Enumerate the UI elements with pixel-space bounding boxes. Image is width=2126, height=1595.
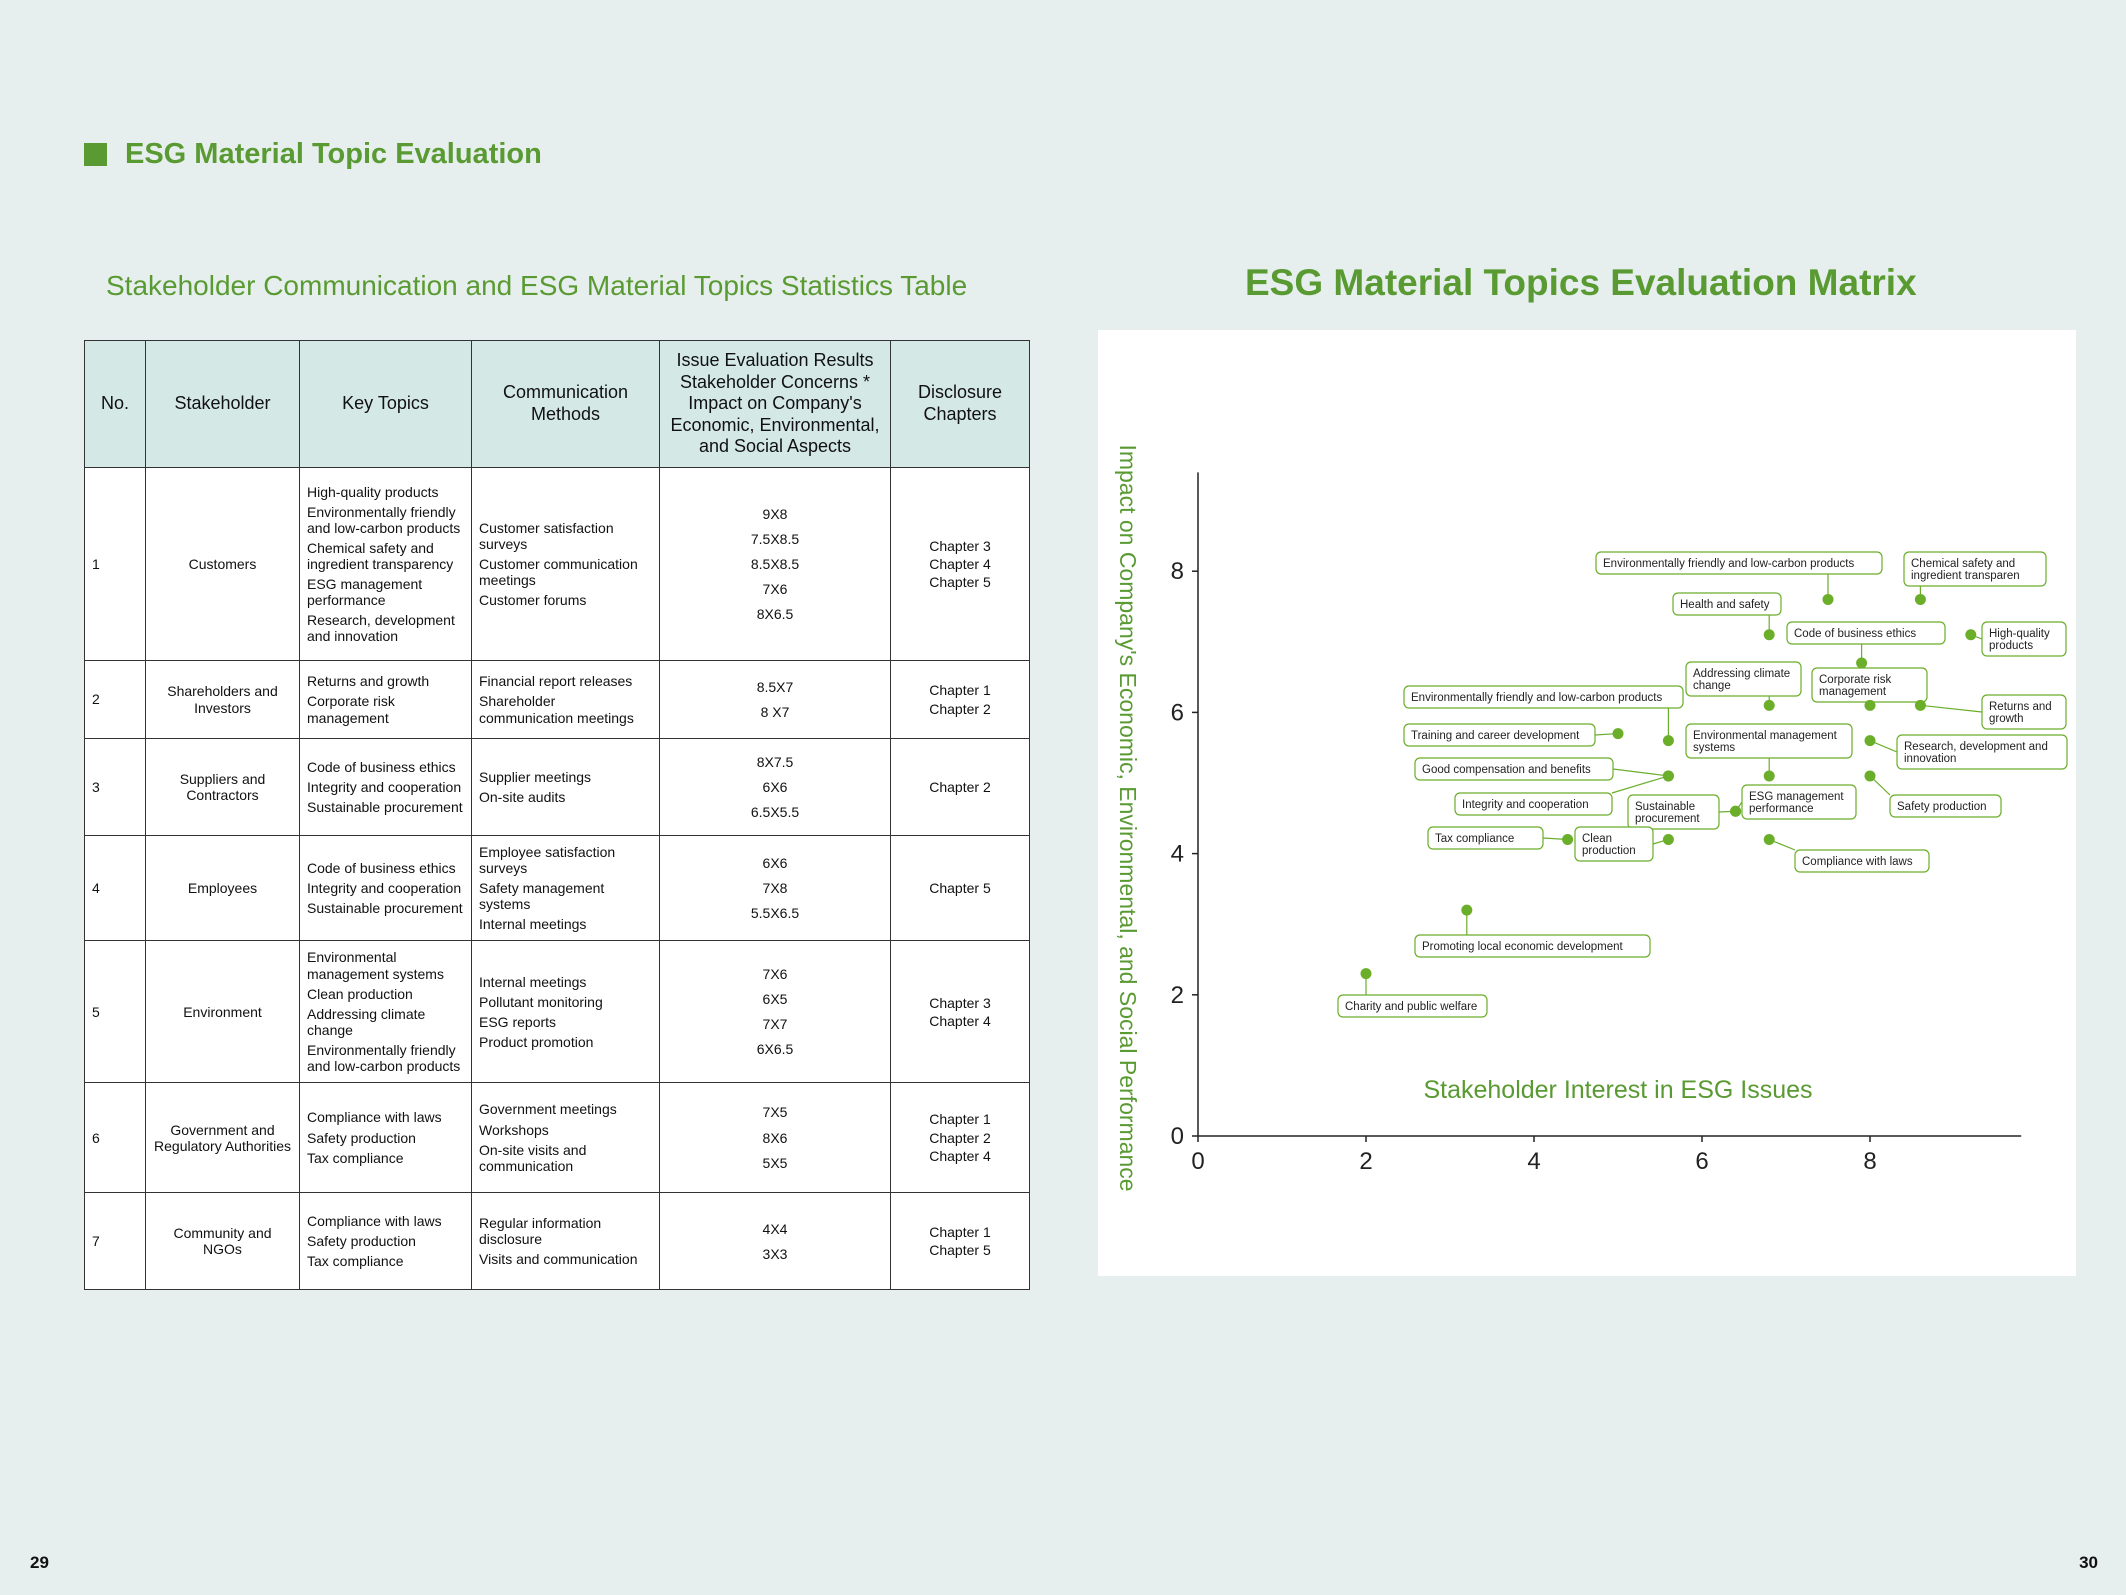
key-topic: Integrity and cooperation: [307, 778, 462, 795]
key-topic: Compliance with laws: [307, 1109, 442, 1126]
matrix-chart-panel: [1098, 330, 2076, 1276]
key-topics-cell: [300, 1193, 472, 1290]
stakeholder-cell: Customers: [146, 468, 300, 661]
key-topic: High-quality products: [307, 483, 439, 500]
header-evaluation: Issue Evaluation Results Stakeholder Concerns * Impact on Company's Economic, Environmental, and Social Aspects: [660, 341, 891, 468]
evaluation-result: 5X5: [762, 1154, 788, 1171]
data-point: [1663, 834, 1674, 845]
evaluation-result: 7X5: [762, 1104, 788, 1121]
disclosure-chapter: Chapter 3: [929, 537, 991, 554]
evaluation-result: 8X6: [762, 1129, 788, 1146]
row-number-cell: 1: [85, 468, 146, 661]
communication-method: Shareholder communication meetings: [479, 693, 634, 726]
evaluation-result: 6X6.5: [756, 1041, 794, 1058]
table-row: [85, 836, 1030, 941]
point-label-line: performance: [1749, 803, 1814, 815]
chapters-cell: [891, 661, 1030, 739]
point-label-line: Environmental management: [1693, 730, 1837, 742]
stakeholder-cell: Environment: [146, 941, 300, 1083]
point-label: [1635, 801, 1700, 825]
chapters-cell: [891, 1083, 1030, 1193]
data-point: [1764, 834, 1775, 845]
header-chapters: Disclosure Chapters: [891, 341, 1030, 468]
data-point: [1865, 700, 1876, 711]
evaluation-result: 6.5X5.5: [750, 804, 800, 821]
point-label-line: Compliance with laws: [1802, 856, 1913, 868]
key-topic: Safety production: [307, 1233, 416, 1250]
data-point: [1764, 700, 1775, 711]
evaluation-result: 4X4: [762, 1220, 788, 1237]
methods-cell: [472, 739, 660, 836]
stakeholder-cell: Employees: [146, 836, 300, 941]
evaluation-result: 7.5X8.5: [750, 530, 800, 547]
point-label-line: Environmentally friendly and low-carbon products: [1603, 558, 1855, 570]
disclosure-chapter: Chapter 2: [929, 700, 991, 717]
table-header-row: [85, 341, 1030, 468]
point-label: [1794, 628, 1916, 640]
evaluation-result: 3X3: [762, 1245, 788, 1262]
disclosure-chapter: Chapter 3: [929, 994, 991, 1011]
stakeholder-table: [84, 340, 1030, 1290]
disclosure-chapter: Chapter 5: [929, 1242, 991, 1259]
evaluation-cell: [660, 661, 891, 739]
table-row: [85, 941, 1030, 1083]
key-topic: Clean production: [307, 985, 413, 1002]
point-label-line: Good compensation and benefits: [1422, 764, 1591, 776]
point-label: [1603, 558, 1854, 570]
key-topics-cell: [300, 941, 472, 1083]
disclosure-chapter: Chapter 2: [929, 1129, 991, 1146]
table-row: [85, 661, 1030, 739]
communication-method: Safety management systems: [479, 880, 605, 913]
point-label: [1911, 558, 2020, 582]
key-topic: Returns and growth: [307, 673, 430, 690]
methods-cell: [472, 941, 660, 1083]
key-topic: Tax compliance: [307, 1253, 404, 1270]
evaluation-result: 9X8: [762, 505, 788, 522]
disclosure-chapter: Chapter 5: [929, 574, 991, 591]
key-topic: Environmentally friendly and low-carbon products: [307, 1041, 461, 1075]
point-label-line: Training and career development: [1411, 730, 1580, 742]
point-label-line: Clean: [1582, 833, 1613, 845]
data-point: [1965, 629, 1976, 640]
evaluation-result: 8.5X7: [756, 678, 794, 695]
point-label-line: Safety production: [1897, 801, 1987, 813]
point-label-line: production: [1582, 845, 1636, 857]
point-label-line: Integrity and cooperation: [1462, 799, 1589, 811]
point-leader-line: [1612, 776, 1668, 793]
point-leader-line: [1613, 769, 1668, 776]
point-label-line: Charity and public welfare: [1345, 1001, 1478, 1013]
table-row: [85, 1193, 1030, 1290]
communication-method: Pollutant monitoring: [479, 993, 603, 1010]
key-topics-cell: [300, 1083, 472, 1193]
communication-method: Supplier meetings: [479, 768, 592, 785]
point-label-line: Promoting local economic development: [1422, 941, 1623, 953]
section-heading-text: ESG Material Topic Evaluation: [125, 137, 542, 170]
disclosure-chapter: Chapter 2: [929, 778, 991, 795]
key-topic: Safety production: [307, 1129, 416, 1146]
point-label-line: change: [1693, 680, 1731, 692]
header-key-topics: Key Topics: [300, 341, 472, 468]
chapters-cell: [891, 1193, 1030, 1290]
y-tick-label: 6: [1170, 699, 1184, 727]
chapters-cell: [891, 941, 1030, 1083]
data-point: [1915, 594, 1926, 605]
y-axis-title: Impact on Company's Economic, Environmental, and Social Performance: [1115, 444, 1141, 1192]
key-topic: ESG management performance: [307, 576, 423, 609]
data-point: [1856, 657, 1867, 668]
x-tick-label: 4: [1527, 1148, 1541, 1175]
key-topic: Environmentally friendly and low-carbon products: [307, 503, 461, 536]
point-label: [1462, 799, 1589, 811]
point-label-line: Addressing climate: [1693, 668, 1791, 680]
point-label-line: Health and safety: [1680, 599, 1770, 611]
data-point: [1613, 728, 1624, 739]
methods-cell: [472, 661, 660, 739]
evaluation-result: 6X6: [762, 855, 788, 872]
methods-cell: [472, 468, 660, 661]
disclosure-chapter: Chapter 5: [929, 880, 991, 897]
table-row: [85, 739, 1030, 836]
point-label: [1422, 764, 1591, 776]
communication-method: Customer forums: [479, 592, 587, 609]
table-title: Stakeholder Communication and ESG Material Topics Statistics Table: [106, 270, 968, 301]
header-methods: Communication Methods: [472, 341, 660, 468]
evaluation-result: 7X8: [762, 880, 788, 897]
data-point: [1764, 629, 1775, 640]
key-topics-cell: [300, 739, 472, 836]
data-point: [1915, 700, 1926, 711]
disclosure-chapter: Chapter 1: [929, 1111, 991, 1128]
heading-square-icon: [84, 143, 107, 166]
key-topic: Integrity and cooperation: [307, 880, 462, 897]
key-topic: Tax compliance: [307, 1149, 404, 1166]
chapters-cell: [891, 468, 1030, 661]
evaluation-result: 8X6.5: [756, 606, 794, 623]
evaluation-result: 7X6: [762, 966, 788, 983]
evaluation-result: 8 X7: [760, 704, 790, 720]
key-topic: Compliance with laws: [307, 1212, 442, 1229]
communication-method: Visits and communication: [479, 1251, 638, 1268]
x-tick-label: 0: [1191, 1148, 1205, 1175]
point-label-line: products: [1989, 640, 2034, 652]
point-label-line: High-quality: [1989, 628, 2050, 640]
point-label: [1345, 1001, 1477, 1013]
key-topics-cell: [300, 661, 472, 739]
matrix-chart: [1098, 330, 2076, 1276]
data-point: [1865, 770, 1876, 781]
evaluation-result: 7X7: [762, 1016, 788, 1033]
data-point: [1663, 770, 1674, 781]
communication-method: Internal meetings: [479, 916, 587, 933]
evaluation-result: 5.5X6.5: [750, 905, 800, 922]
row-number-cell: 2: [85, 661, 146, 739]
chapters-cell: [891, 739, 1030, 836]
point-label-line: Tax compliance: [1435, 833, 1515, 845]
evaluation-cell: [660, 941, 891, 1083]
communication-method: Financial report releases: [479, 673, 633, 690]
evaluation-cell: [660, 739, 891, 836]
point-label-line: innovation: [1904, 753, 1957, 765]
evaluation-cell: [660, 1193, 891, 1290]
y-tick-label: 2: [1170, 981, 1184, 1009]
key-topic: Addressing climate change: [307, 1005, 426, 1038]
point-label: [1411, 692, 1662, 704]
evaluation-result: 6X6: [762, 778, 788, 795]
point-label-line: Corporate risk: [1819, 674, 1892, 686]
point-label-line: Chemical safety and: [1911, 558, 2016, 570]
evaluation-result: 8X7.5: [756, 753, 794, 770]
communication-method: Product promotion: [479, 1033, 594, 1050]
point-label-line: management: [1819, 686, 1887, 698]
key-topic: Code of business ethics: [307, 860, 456, 877]
communication-method: Customer communication meetings: [479, 555, 638, 589]
evaluation-cell: [660, 1083, 891, 1193]
point-label-line: Research, development and: [1904, 741, 2048, 753]
disclosure-chapter: Chapter 4: [929, 555, 991, 572]
disclosure-chapter: Chapter 4: [929, 1012, 991, 1029]
point-label-line: Code of business ethics: [1794, 628, 1917, 640]
key-topics-cell: [300, 836, 472, 941]
communication-method: Customer satisfaction surveys: [479, 519, 614, 552]
point-label: [1422, 941, 1624, 953]
data-point: [1361, 968, 1372, 979]
evaluation-result: 7X6: [762, 581, 788, 598]
matrix-title: ESG Material Topics Evaluation Matrix: [1245, 262, 1917, 303]
data-point: [1865, 735, 1876, 746]
key-topic: Code of business ethics: [307, 758, 456, 775]
communication-method: On-site audits: [479, 789, 566, 805]
row-number-cell: 3: [85, 739, 146, 836]
x-tick-label: 8: [1863, 1148, 1877, 1175]
evaluation-cell: [660, 468, 891, 661]
row-number-cell: 7: [85, 1193, 146, 1290]
key-topic: Chemical safety and ingredient transparency: [307, 539, 454, 572]
key-topic: Sustainable procurement: [307, 900, 463, 917]
point-label: [1897, 801, 1987, 813]
y-tick-label: 0: [1170, 1123, 1184, 1150]
header-stakeholder: Stakeholder: [146, 341, 300, 468]
table-row: [85, 1083, 1030, 1193]
disclosure-chapter: Chapter 1: [929, 682, 991, 699]
communication-method: ESG reports: [479, 1013, 557, 1030]
stakeholder-cell: Community and NGOs: [146, 1193, 300, 1290]
stakeholder-cell: Shareholders and Investors: [146, 661, 300, 739]
communication-method: On-site visits and communication: [479, 1141, 587, 1174]
point-label: [1680, 599, 1770, 611]
point-label-line: Sustainable: [1635, 801, 1696, 813]
communication-method: Regular information disclosure: [479, 1214, 602, 1248]
communication-method: Government meetings: [479, 1101, 617, 1118]
x-axis-title: Stakeholder Interest in ESG Issues: [1423, 1076, 1813, 1104]
stakeholder-cell: Government and Regulatory Authorities: [146, 1083, 300, 1193]
point-label: [1435, 833, 1514, 845]
point-label: [1411, 730, 1580, 742]
evaluation-result: 6X5: [762, 991, 788, 1008]
stakeholder-cell: Suppliers and Contractors: [146, 739, 300, 836]
point-label-line: ingredient transparen: [1911, 570, 2020, 582]
methods-cell: [472, 836, 660, 941]
evaluation-cell: [660, 836, 891, 941]
point-label-line: procurement: [1635, 813, 1700, 825]
disclosure-chapter: Chapter 4: [929, 1147, 991, 1164]
point-label-line: ESG management: [1749, 791, 1844, 803]
key-topic: Research, development and innovation: [307, 612, 455, 645]
page-number-right: 30: [2079, 1553, 2098, 1572]
section-heading: [84, 136, 542, 172]
x-tick-label: 2: [1359, 1148, 1373, 1175]
point-label: [1802, 856, 1913, 868]
point-leader-line: [1920, 705, 1982, 712]
methods-cell: [472, 1193, 660, 1290]
point-label-line: Returns and: [1989, 701, 2052, 713]
data-point: [1764, 770, 1775, 781]
disclosure-chapter: Chapter 1: [929, 1224, 991, 1241]
x-tick-label: 6: [1695, 1148, 1709, 1175]
row-number-cell: 5: [85, 941, 146, 1083]
point-label: [1819, 674, 1891, 698]
communication-method: Internal meetings: [479, 973, 587, 990]
header-no: No.: [85, 341, 146, 468]
point-label-line: systems: [1693, 742, 1736, 754]
point-label-line: Environmentally friendly and low-carbon products: [1411, 692, 1663, 704]
data-point: [1663, 735, 1674, 746]
data-point: [1730, 806, 1741, 817]
y-tick-label: 4: [1170, 840, 1184, 868]
data-point: [1461, 905, 1472, 916]
table-row: [85, 468, 1030, 661]
data-point: [1823, 594, 1834, 605]
y-tick-label: 8: [1170, 558, 1184, 586]
key-topic: Environmental management systems: [307, 949, 444, 982]
row-number-cell: 6: [85, 1083, 146, 1193]
row-number-cell: 4: [85, 836, 146, 941]
methods-cell: [472, 1083, 660, 1193]
key-topic: Sustainable procurement: [307, 799, 463, 816]
page-number-left: 29: [30, 1553, 49, 1572]
communication-method: Employee satisfaction surveys: [479, 844, 616, 877]
key-topics-cell: [300, 468, 472, 661]
chapters-cell: [891, 836, 1030, 941]
data-point: [1562, 834, 1573, 845]
evaluation-result: 8.5X8.5: [750, 555, 800, 572]
key-topic: Corporate risk management: [307, 693, 395, 726]
communication-method: Workshops: [479, 1121, 549, 1138]
point-label-line: growth: [1989, 713, 2024, 725]
